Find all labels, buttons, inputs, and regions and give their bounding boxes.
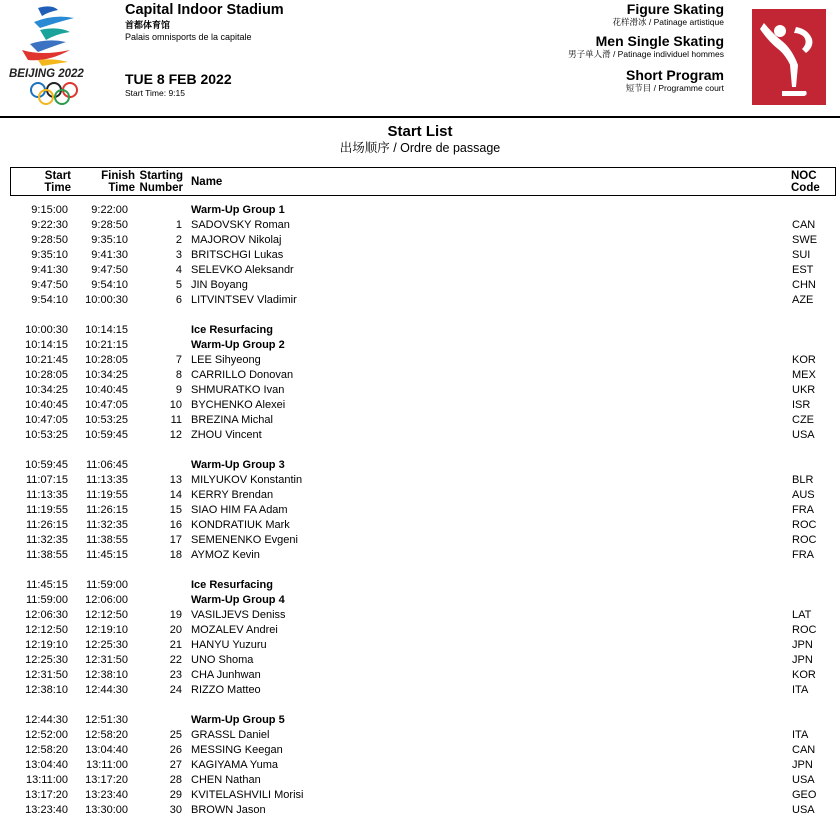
- start-time-cell: 12:58:20: [25, 744, 68, 756]
- starting-number-cell: 3: [175, 249, 182, 261]
- start-time-cell: 9:22:30: [31, 219, 68, 231]
- start-time-cell: 12:44:30: [25, 714, 68, 726]
- table-row: [0, 398, 840, 413]
- name-cell: MAJOROV Nikolaj: [191, 234, 282, 246]
- name-cell: Warm-Up Group 4: [191, 594, 285, 606]
- name-cell: JIN Boyang: [191, 279, 248, 291]
- phase-subtitle: 短节目 / Programme court: [625, 83, 724, 93]
- start-time-cell: 11:26:15: [25, 519, 68, 531]
- noc-code-cell: SUI: [792, 249, 811, 261]
- start-time-cell: 12:38:10: [25, 684, 68, 696]
- finish-time-cell: 11:13:35: [85, 474, 128, 486]
- noc-code-cell: JPN: [792, 759, 813, 771]
- finish-time-cell: 9:22:00: [91, 204, 128, 216]
- starting-number-cell: 28: [169, 774, 182, 786]
- table-row: [0, 653, 840, 668]
- title-main: Start List: [387, 123, 453, 140]
- name-cell: Warm-Up Group 5: [191, 714, 285, 726]
- finish-time-cell: 11:26:15: [85, 504, 128, 516]
- table-section-row: [0, 203, 840, 218]
- noc-code-cell: USA: [792, 774, 815, 786]
- table-row: [0, 743, 840, 758]
- noc-code-cell: ITA: [792, 684, 809, 696]
- starting-number-cell: 1: [175, 219, 182, 231]
- noc-code-cell: MEX: [792, 369, 816, 381]
- table-row: [0, 533, 840, 548]
- beijing-2022-logo: [8, 2, 98, 106]
- starting-number-cell: 2: [175, 234, 182, 246]
- date-block: [125, 71, 232, 99]
- start-time-cell: 13:11:00: [25, 774, 68, 786]
- noc-code-cell: BLR: [792, 474, 814, 486]
- table-row: [0, 383, 840, 398]
- phase-name: Short Program: [625, 67, 724, 83]
- table-section-row: [0, 323, 840, 338]
- start-time-cell: 11:38:55: [25, 549, 68, 561]
- starting-number-cell: 18: [169, 549, 182, 561]
- start-time-cell: 10:00:30: [25, 324, 68, 336]
- noc-code-cell: AUS: [792, 489, 815, 501]
- finish-time-cell: 12:58:20: [85, 729, 128, 741]
- starting-number-cell: 23: [169, 669, 182, 681]
- header-divider: [0, 116, 840, 118]
- start-time-cell: 9:41:30: [31, 264, 68, 276]
- name-cell: KAGIYAMA Yuma: [191, 759, 279, 771]
- start-time-cell: 12:06:30: [25, 609, 68, 621]
- noc-code-cell: SWE: [792, 234, 818, 246]
- start-time-cell: 10:53:25: [25, 429, 68, 441]
- table-row: [0, 368, 840, 383]
- table-row: [0, 758, 840, 773]
- name-cell: CARRILLO Donovan: [191, 369, 294, 381]
- name-cell: Ice Resurfacing: [191, 579, 273, 591]
- noc-code-cell: USA: [792, 804, 815, 816]
- start-time-cell: 11:45:15: [25, 579, 68, 591]
- start-time-cell: 12:25:30: [25, 654, 68, 666]
- starting-number-cell: 15: [169, 504, 182, 516]
- name-cell: LITVINTSEV Vladimir: [191, 294, 297, 306]
- noc-code-cell: FRA: [792, 504, 814, 516]
- finish-time-cell: 11:45:15: [85, 549, 128, 561]
- table-row: [0, 518, 840, 533]
- start-time-cell: 10:28:05: [25, 369, 68, 381]
- table-row: [0, 788, 840, 803]
- name-cell: ZHOU Vincent: [191, 429, 262, 441]
- starting-number-cell: 9: [175, 384, 182, 396]
- table-row: [0, 728, 840, 743]
- start-time-cell: 10:40:45: [25, 399, 68, 411]
- finish-time-cell: 12:31:50: [85, 654, 128, 666]
- finish-time-cell: 9:35:10: [91, 234, 128, 246]
- start-time-cell: 9:35:10: [31, 249, 68, 261]
- beijing-2022-logotype: BEIJING 2022: [9, 68, 84, 80]
- start-time-cell: 12:19:10: [25, 639, 68, 651]
- finish-time-cell: 12:19:10: [85, 624, 128, 636]
- starting-number-cell: 17: [169, 534, 182, 546]
- start-time-cell: 11:59:00: [25, 594, 68, 606]
- name-cell: Warm-Up Group 1: [191, 204, 285, 216]
- noc-code-cell: CAN: [792, 219, 816, 231]
- title-sub: 出场顺序 / Ordre de passage: [339, 141, 501, 155]
- table-row: [0, 773, 840, 788]
- finish-time-cell: 11:59:00: [85, 579, 128, 591]
- starting-number-cell: 10: [169, 399, 182, 411]
- noc-code-cell: AZE: [792, 294, 814, 306]
- starting-number-cell: 24: [169, 684, 182, 696]
- start-time-cell: 12:12:50: [25, 624, 68, 636]
- finish-time-cell: 10:59:45: [85, 429, 128, 441]
- noc-code-cell: ITA: [792, 729, 809, 741]
- document-title: [0, 123, 840, 156]
- col-name: Name: [191, 176, 223, 188]
- name-cell: LEE Sihyeong: [191, 354, 261, 366]
- starting-number-cell: 27: [169, 759, 182, 771]
- starting-number-cell: 12: [169, 429, 182, 441]
- start-time-cell: 10:14:15: [25, 339, 68, 351]
- start-time: Start Time: 9:15: [125, 88, 185, 98]
- name-cell: Warm-Up Group 2: [191, 339, 285, 351]
- finish-time-cell: 12:06:00: [85, 594, 128, 606]
- start-time-cell: 12:52:00: [25, 729, 68, 741]
- name-cell: MILYUKOV Konstantin: [191, 474, 303, 486]
- table-section-row: [0, 578, 840, 593]
- start-time-cell: 9:47:50: [31, 279, 68, 291]
- finish-time-cell: 9:47:50: [91, 264, 128, 276]
- start-time-cell: 10:21:45: [25, 354, 68, 366]
- starting-number-cell: 26: [169, 744, 182, 756]
- col-start-time: Start Time: [44, 170, 71, 194]
- noc-code-cell: CZE: [792, 414, 814, 426]
- table-section-row: [0, 338, 840, 353]
- col-finish-time: Finish Time: [101, 170, 135, 194]
- start-time-cell: 9:28:50: [31, 234, 68, 246]
- finish-time-cell: 10:47:05: [85, 399, 128, 411]
- name-cell: Warm-Up Group 3: [191, 459, 285, 471]
- table-row: [0, 248, 840, 263]
- table-row: [0, 668, 840, 683]
- starting-number-cell: 19: [169, 609, 182, 621]
- starting-number-cell: 20: [169, 624, 182, 636]
- starting-number-cell: 8: [175, 369, 182, 381]
- name-cell: Ice Resurfacing: [191, 324, 273, 336]
- starting-number-cell: 16: [169, 519, 182, 531]
- finish-time-cell: 12:51:30: [85, 714, 128, 726]
- name-cell: AYMOZ Kevin: [191, 549, 260, 561]
- name-cell: RIZZO Matteo: [191, 684, 261, 696]
- noc-code-cell: CAN: [792, 744, 816, 756]
- table-header: [10, 167, 836, 196]
- table-row: [0, 803, 840, 818]
- finish-time-cell: 13:30:00: [85, 804, 128, 816]
- finish-time-cell: 10:14:15: [85, 324, 128, 336]
- table-section-row: [0, 458, 840, 473]
- table-row: [0, 293, 840, 308]
- col-noc-code: NOC Code: [791, 170, 820, 194]
- noc-code-cell: ISR: [792, 399, 811, 411]
- name-cell: MESSING Keegan: [191, 744, 283, 756]
- finish-time-cell: 10:21:15: [85, 339, 128, 351]
- start-time-cell: 13:04:40: [25, 759, 68, 771]
- table-row: [0, 278, 840, 293]
- starting-number-cell: 29: [169, 789, 182, 801]
- finish-time-cell: 12:12:50: [85, 609, 128, 621]
- venue-block: [125, 2, 284, 43]
- table-row: [0, 503, 840, 518]
- noc-code-cell: EST: [792, 264, 814, 276]
- table-row: [0, 683, 840, 698]
- name-cell: HANYU Yuzuru: [191, 639, 267, 651]
- sport-subtitle: 花样滑冰 / Patinage artistique: [612, 17, 724, 27]
- table-row: [0, 353, 840, 368]
- name-cell: UNO Shoma: [191, 654, 254, 666]
- finish-time-cell: 13:17:20: [85, 774, 128, 786]
- noc-code-cell: GEO: [792, 789, 817, 801]
- name-cell: SELEVKO Aleksandr: [191, 264, 294, 276]
- finish-time-cell: 10:00:30: [85, 294, 128, 306]
- start-time-cell: 10:59:45: [25, 459, 68, 471]
- event-subtitle: 男子单人滑 / Patinage individuel hommes: [568, 49, 724, 59]
- name-cell: BRITSCHGI Lukas: [191, 249, 284, 261]
- finish-time-cell: 12:44:30: [85, 684, 128, 696]
- name-cell: CHEN Nathan: [191, 774, 261, 786]
- table-row: [0, 623, 840, 638]
- start-time-cell: 11:13:35: [25, 489, 68, 501]
- finish-time-cell: 13:11:00: [85, 759, 128, 771]
- name-cell: SHMURATKO Ivan: [191, 384, 285, 396]
- noc-code-cell: USA: [792, 429, 815, 441]
- finish-time-cell: 9:41:30: [91, 249, 128, 261]
- table-row: [0, 413, 840, 428]
- finish-time-cell: 13:04:40: [85, 744, 128, 756]
- venue-name-zh: 首都体育馆: [125, 20, 171, 30]
- table-row: [0, 608, 840, 623]
- event-block: [568, 1, 724, 93]
- name-cell: BYCHENKO Alexei: [191, 399, 286, 411]
- start-time-cell: 9:15:00: [31, 204, 68, 216]
- table-row: [0, 473, 840, 488]
- start-time-cell: 10:47:05: [25, 414, 68, 426]
- finish-time-cell: 13:23:40: [85, 789, 128, 801]
- col-starting-number: Starting Number: [139, 170, 183, 194]
- table-row: [0, 548, 840, 563]
- page-header: [0, 0, 840, 118]
- name-cell: KERRY Brendan: [191, 489, 274, 501]
- start-time-cell: 11:32:35: [25, 534, 68, 546]
- finish-time-cell: 11:38:55: [85, 534, 128, 546]
- table-row: [0, 428, 840, 443]
- starting-number-cell: 21: [169, 639, 182, 651]
- table-section-row: [0, 713, 840, 728]
- event-name: Men Single Skating: [595, 33, 724, 49]
- table-row: [0, 263, 840, 278]
- name-cell: VASILJEVS Deniss: [191, 609, 286, 621]
- noc-code-cell: LAT: [792, 609, 812, 621]
- table-section-row: [0, 593, 840, 608]
- name-cell: SIAO HIM FA Adam: [191, 504, 288, 516]
- starting-number-cell: 25: [169, 729, 182, 741]
- noc-code-cell: JPN: [792, 639, 813, 651]
- noc-code-cell: ROC: [792, 534, 817, 546]
- starting-number-cell: 5: [175, 279, 182, 291]
- start-time-cell: 11:19:55: [25, 504, 68, 516]
- starting-number-cell: 22: [169, 654, 182, 666]
- finish-time-cell: 9:28:50: [91, 219, 128, 231]
- name-cell: BROWN Jason: [191, 804, 266, 816]
- finish-time-cell: 12:38:10: [85, 669, 128, 681]
- finish-time-cell: 11:19:55: [85, 489, 128, 501]
- venue-name: Capital Indoor Stadium: [125, 2, 284, 18]
- name-cell: SEMENENKO Evgeni: [191, 534, 298, 546]
- sport-name: Figure Skating: [626, 1, 724, 17]
- finish-time-cell: 10:34:25: [85, 369, 128, 381]
- finish-time-cell: 11:32:35: [85, 519, 128, 531]
- finish-time-cell: 11:06:45: [85, 459, 128, 471]
- finish-time-cell: 10:53:25: [85, 414, 128, 426]
- noc-code-cell: JPN: [792, 654, 813, 666]
- name-cell: CHA Junhwan: [191, 669, 261, 681]
- noc-code-cell: KOR: [792, 669, 816, 681]
- name-cell: KVITELASHVILI Morisi: [191, 789, 304, 801]
- name-cell: SADOVSKY Roman: [191, 219, 290, 231]
- figure-skating-pictogram-icon: [752, 9, 826, 105]
- starting-number-cell: 7: [175, 354, 182, 366]
- start-time-cell: 13:17:20: [25, 789, 68, 801]
- start-time-cell: 11:07:15: [25, 474, 68, 486]
- finish-time-cell: 12:25:30: [85, 639, 128, 651]
- start-time-cell: 10:34:25: [25, 384, 68, 396]
- start-time-cell: 12:31:50: [25, 669, 68, 681]
- name-cell: GRASSL Daniel: [191, 729, 270, 741]
- finish-time-cell: 10:40:45: [85, 384, 128, 396]
- table-row: [0, 233, 840, 248]
- noc-code-cell: UKR: [792, 384, 816, 396]
- start-list-table: [0, 203, 840, 818]
- name-cell: BREZINA Michal: [191, 414, 273, 426]
- starting-number-cell: 13: [169, 474, 182, 486]
- finish-time-cell: 10:28:05: [85, 354, 128, 366]
- name-cell: MOZALEV Andrei: [191, 624, 278, 636]
- start-time-cell: 13:23:40: [25, 804, 68, 816]
- starting-number-cell: 4: [175, 264, 182, 276]
- noc-code-cell: ROC: [792, 519, 817, 531]
- start-time-cell: 9:54:10: [31, 294, 68, 306]
- noc-code-cell: ROC: [792, 624, 817, 636]
- table-row: [0, 638, 840, 653]
- noc-code-cell: KOR: [792, 354, 816, 366]
- starting-number-cell: 6: [175, 294, 182, 306]
- finish-time-cell: 9:54:10: [91, 279, 128, 291]
- starting-number-cell: 11: [170, 414, 182, 426]
- event-date: TUE 8 FEB 2022: [125, 71, 232, 87]
- name-cell: KONDRATIUK Mark: [191, 519, 290, 531]
- noc-code-cell: FRA: [792, 549, 814, 561]
- venue-name-fr: Palais omnisports de la capitale: [125, 32, 252, 42]
- table-row: [0, 488, 840, 503]
- table-row: [0, 218, 840, 233]
- starting-number-cell: 30: [169, 804, 182, 816]
- starting-number-cell: 14: [169, 489, 182, 501]
- noc-code-cell: CHN: [792, 279, 816, 291]
